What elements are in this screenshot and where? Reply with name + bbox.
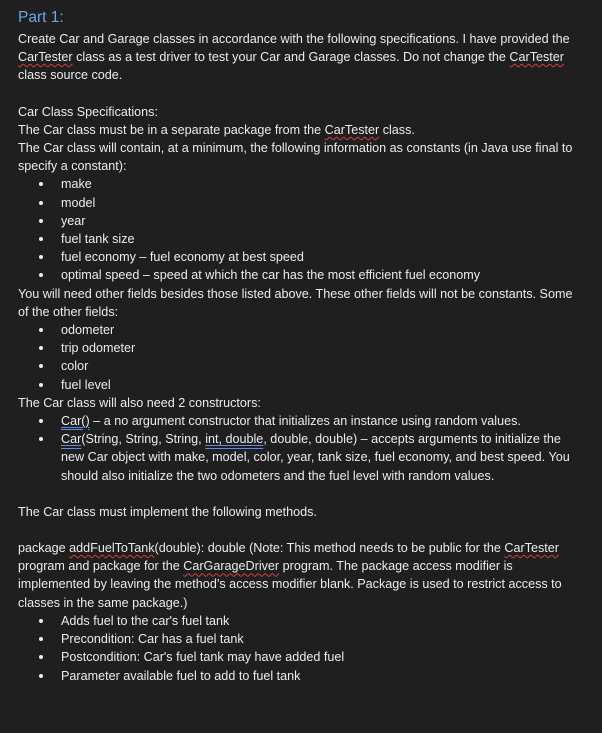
method-text-1: package <box>18 541 70 556</box>
method-name: addFuelToTank <box>69 541 155 556</box>
method-text-3: program and package for the <box>18 559 184 574</box>
blank-line <box>18 485 584 503</box>
list-item: fuel level <box>18 376 584 394</box>
constants-list <box>18 175 584 284</box>
spec-title: Car Class Specifications: <box>18 104 158 119</box>
method-points-list <box>18 612 584 685</box>
list-item: odometer <box>18 321 584 339</box>
cartester-word: CarTester <box>18 50 73 65</box>
list-item: color <box>18 357 584 375</box>
method-signature <box>18 539 584 612</box>
list-item: optimal speed – speed at which the car has the most efficient fuel economy <box>18 266 584 284</box>
list-item: fuel economy – fuel economy at best speed <box>18 248 584 266</box>
list-item: trip odometer <box>18 339 584 357</box>
cartester-word: CarTester <box>324 122 380 137</box>
blank-line <box>18 85 584 103</box>
list-item: Adds fuel to the car's fuel tank <box>18 612 584 630</box>
intro-text-3: class source code. <box>18 68 123 83</box>
section-heading: Part 1: <box>18 9 64 26</box>
list-item: year <box>18 212 584 230</box>
list-item: Postcondition: Car's fuel tank may have added fuel <box>18 648 584 666</box>
other-fields-intro: You will need other fields besides those listed above. These other fields will not be constants. Some of the other fields: <box>18 286 573 319</box>
intro-paragraph <box>18 30 584 85</box>
cartester-word: CarTester <box>504 541 559 556</box>
constructor-args-highlight: int, double <box>205 432 264 447</box>
list-item: Parameter available fuel to add to fuel tank <box>18 667 584 685</box>
list-item: model <box>18 194 584 212</box>
method-text-2: (double): double (Note: This method needs to be public for the <box>154 541 505 556</box>
constructor-code: Car() <box>61 414 90 429</box>
list-item <box>18 430 584 485</box>
methods-intro: The Car class must implement the following methods. <box>18 504 317 519</box>
list-item: Precondition: Car has a fuel tank <box>18 630 584 648</box>
constructor-code: Car <box>61 432 82 447</box>
package-requirement <box>18 121 584 139</box>
constants-intro: The Car class will contain, at a minimum, the following information as constants (in Java use final to specify a constant): <box>18 141 573 174</box>
list-item: make <box>18 175 584 193</box>
cartester-word: CarTester <box>509 50 564 65</box>
package-text-2: class. <box>379 122 415 137</box>
constructor-desc: – a no argument constructor that initializes an instance using random values. <box>89 414 521 429</box>
constructors-list <box>18 412 584 485</box>
constructor-desc: , double, double) – accepts arguments to initialize the new Car object with make, model, color, year, tank size, fuel economy, and best speed. You should also initialize the two odometers and the fuel level with random values. <box>61 432 570 483</box>
cargaragedriver-word: CarGarageDriver <box>183 559 280 574</box>
intro-text-2: class as a test driver to test your Car and Garage classes. Do not change the <box>72 50 510 65</box>
intro-text-1: Create Car and Garage classes in accordance with the following specifications. I have provided the <box>18 32 570 46</box>
list-item <box>18 412 584 430</box>
blank-line <box>18 521 584 539</box>
constructors-intro: The Car class will also need 2 constructors: <box>18 395 261 410</box>
package-text-1: The Car class must be in a separate package from the <box>18 122 325 137</box>
list-item: fuel tank size <box>18 230 584 248</box>
other-fields-list <box>18 321 584 394</box>
constructor-args-1: (String, String, String, <box>81 432 206 447</box>
method-text-4: program. The package access modifier is implemented by leaving the method’s access modifier blank. Package is used to restrict access to classes in the same package.) <box>18 559 562 610</box>
